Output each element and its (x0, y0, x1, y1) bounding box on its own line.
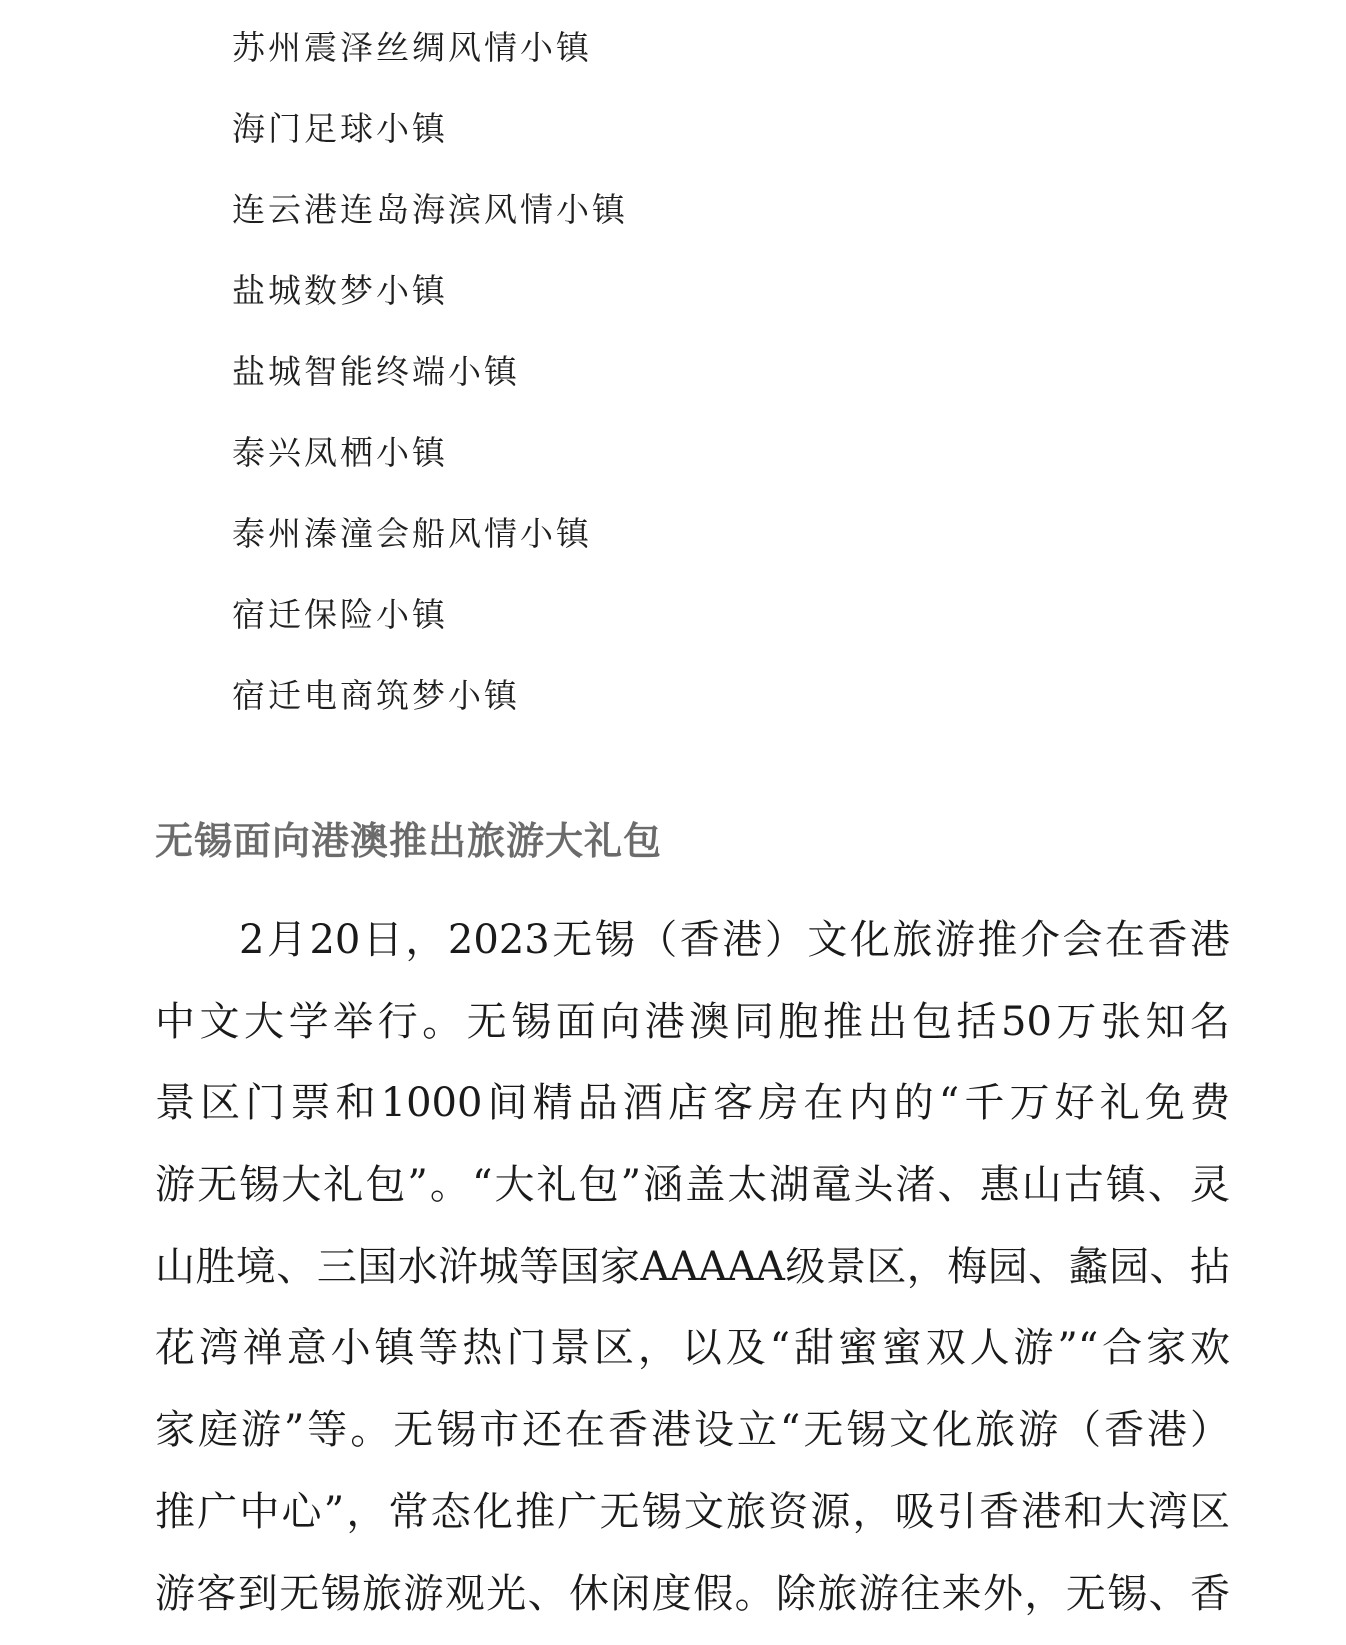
list-item: 宿迁保险小镇 (232, 589, 628, 670)
list-item: 连云港连岛海滨风情小镇 (232, 184, 628, 265)
paragraph-line: 中文大学举行。无锡面向港澳同胞推出包括50万张知名 (155, 992, 1230, 1074)
paragraph-line: 2月20日，2023无锡（香港）文化旅游推介会在香港 (155, 910, 1230, 992)
paragraph-line: 景区门票和1000间精品酒店客房在内的“千万好礼免费 (155, 1073, 1230, 1155)
paragraph-line: 推广中心”，常态化推广无锡文旅资源，吸引香港和大湾区 (155, 1482, 1230, 1564)
paragraph-line: 山胜境、三国水浒城等国家AAAAA级景区，梅园、蠡园、拈 (155, 1237, 1230, 1319)
list-item: 海门足球小镇 (232, 103, 628, 184)
paragraph-line: 游无锡大礼包”。“大礼包”涵盖太湖鼋头渚、惠山古镇、灵 (155, 1155, 1230, 1237)
body-paragraph (155, 910, 1230, 1645)
town-list (232, 22, 628, 751)
paragraph-line: 游客到无锡旅游观光、休闲度假。除旅游往来外，无锡、香 (155, 1564, 1230, 1645)
section-heading: 无锡面向港澳推出旅游大礼包 (155, 815, 662, 867)
list-item: 宿迁电商筑梦小镇 (232, 670, 628, 751)
list-item: 盐城数梦小镇 (232, 265, 628, 346)
list-item: 盐城智能终端小镇 (232, 346, 628, 427)
paragraph-line: 家庭游”等。无锡市还在香港设立“无锡文化旅游（香港） (155, 1400, 1230, 1482)
list-item: 泰兴凤栖小镇 (232, 427, 628, 508)
list-item: 苏州震泽丝绸风情小镇 (232, 22, 628, 103)
paragraph-line: 花湾禅意小镇等热门景区，以及“甜蜜蜜双人游”“合家欢 (155, 1318, 1230, 1400)
list-item: 泰州溱潼会船风情小镇 (232, 508, 628, 589)
